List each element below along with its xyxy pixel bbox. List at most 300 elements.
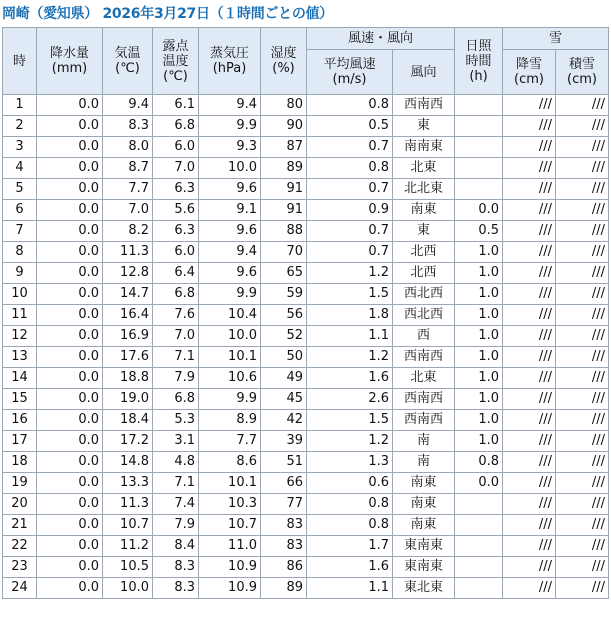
table-row xyxy=(3,263,609,284)
cell-sunshine: 1.0 xyxy=(455,326,503,347)
cell-hour: 20 xyxy=(3,494,37,515)
cell-hour: 17 xyxy=(3,431,37,452)
table-row xyxy=(3,158,609,179)
cell-sunshine: 1.0 xyxy=(455,410,503,431)
table-row xyxy=(3,452,609,473)
cell-hour: 12 xyxy=(3,326,37,347)
cell-vapor: 10.0 xyxy=(199,326,261,347)
cell-precip: 0.0 xyxy=(37,95,103,116)
cell-wind-dir: 東南東 xyxy=(393,557,455,578)
cell-snowfall: /// xyxy=(503,158,556,179)
cell-dewpoint: 7.9 xyxy=(153,368,199,389)
cell-precip: 0.0 xyxy=(37,200,103,221)
cell-sunshine: 0.0 xyxy=(455,473,503,494)
table-row xyxy=(3,284,609,305)
cell-sunshine xyxy=(455,95,503,116)
cell-dewpoint: 5.3 xyxy=(153,410,199,431)
table-row xyxy=(3,179,609,200)
cell-wind-dir: 西南西 xyxy=(393,347,455,368)
cell-humidity: 83 xyxy=(261,536,307,557)
cell-dewpoint: 8.3 xyxy=(153,578,199,599)
cell-dewpoint: 6.8 xyxy=(153,284,199,305)
cell-hour: 15 xyxy=(3,389,37,410)
cell-vapor: 9.4 xyxy=(199,95,261,116)
cell-precip: 0.0 xyxy=(37,305,103,326)
cell-vapor: 10.1 xyxy=(199,473,261,494)
cell-sunshine xyxy=(455,158,503,179)
cell-snowfall: /// xyxy=(503,200,556,221)
cell-wind-speed: 0.6 xyxy=(307,473,393,494)
table-row xyxy=(3,431,609,452)
cell-temp: 8.0 xyxy=(103,137,153,158)
header-snowfall: 降雪 (cm) xyxy=(503,50,556,95)
cell-snowfall: /// xyxy=(503,368,556,389)
cell-snowfall: /// xyxy=(503,221,556,242)
table-row xyxy=(3,578,609,599)
cell-snowdepth: /// xyxy=(556,263,609,284)
page-title: 岡崎（愛知県） 2026年3月27日（１時間ごとの値） xyxy=(2,6,333,22)
cell-dewpoint: 7.1 xyxy=(153,347,199,368)
cell-dewpoint: 7.9 xyxy=(153,515,199,536)
table-row xyxy=(3,305,609,326)
cell-hour: 24 xyxy=(3,578,37,599)
cell-temp: 17.6 xyxy=(103,347,153,368)
cell-temp: 7.0 xyxy=(103,200,153,221)
cell-dewpoint: 7.0 xyxy=(153,326,199,347)
cell-sunshine xyxy=(455,536,503,557)
cell-sunshine xyxy=(455,515,503,536)
cell-precip: 0.0 xyxy=(37,137,103,158)
cell-hour: 1 xyxy=(3,95,37,116)
cell-humidity: 70 xyxy=(261,242,307,263)
cell-vapor: 10.0 xyxy=(199,158,261,179)
table-row xyxy=(3,326,609,347)
cell-temp: 14.8 xyxy=(103,452,153,473)
cell-temp: 8.7 xyxy=(103,158,153,179)
cell-hour: 18 xyxy=(3,452,37,473)
cell-dewpoint: 4.8 xyxy=(153,452,199,473)
cell-snowfall: /// xyxy=(503,473,556,494)
cell-dewpoint: 7.1 xyxy=(153,473,199,494)
cell-hour: 14 xyxy=(3,368,37,389)
cell-vapor: 10.9 xyxy=(199,557,261,578)
cell-sunshine: 0.0 xyxy=(455,200,503,221)
cell-precip: 0.0 xyxy=(37,452,103,473)
cell-snowfall: /// xyxy=(503,179,556,200)
header-precip: 降水量 (mm) xyxy=(37,28,103,95)
header-humidity: 湿度 (%) xyxy=(261,28,307,95)
cell-humidity: 89 xyxy=(261,158,307,179)
cell-snowfall: /// xyxy=(503,263,556,284)
cell-sunshine: 0.8 xyxy=(455,452,503,473)
cell-wind-speed: 0.8 xyxy=(307,158,393,179)
cell-wind-dir: 北東 xyxy=(393,158,455,179)
cell-temp: 18.8 xyxy=(103,368,153,389)
cell-humidity: 42 xyxy=(261,410,307,431)
cell-snowfall: /// xyxy=(503,557,556,578)
cell-temp: 16.9 xyxy=(103,326,153,347)
cell-precip: 0.0 xyxy=(37,431,103,452)
cell-wind-dir: 南 xyxy=(393,431,455,452)
cell-hour: 8 xyxy=(3,242,37,263)
cell-humidity: 52 xyxy=(261,326,307,347)
cell-humidity: 39 xyxy=(261,431,307,452)
cell-precip: 0.0 xyxy=(37,284,103,305)
cell-wind-speed: 1.1 xyxy=(307,578,393,599)
cell-humidity: 59 xyxy=(261,284,307,305)
cell-dewpoint: 7.4 xyxy=(153,494,199,515)
cell-wind-speed: 2.6 xyxy=(307,389,393,410)
table-row xyxy=(3,347,609,368)
cell-vapor: 10.4 xyxy=(199,305,261,326)
cell-vapor: 9.4 xyxy=(199,242,261,263)
cell-snowdepth: /// xyxy=(556,515,609,536)
cell-wind-speed: 0.7 xyxy=(307,179,393,200)
cell-precip: 0.0 xyxy=(37,473,103,494)
cell-temp: 19.0 xyxy=(103,389,153,410)
cell-wind-dir: 西南西 xyxy=(393,389,455,410)
cell-snowfall: /// xyxy=(503,431,556,452)
cell-precip: 0.0 xyxy=(37,116,103,137)
table-row xyxy=(3,242,609,263)
cell-humidity: 49 xyxy=(261,368,307,389)
header-wind-dir: 風向 xyxy=(393,50,455,95)
cell-wind-speed: 0.8 xyxy=(307,515,393,536)
cell-humidity: 90 xyxy=(261,116,307,137)
cell-temp: 16.4 xyxy=(103,305,153,326)
cell-snowdepth: /// xyxy=(556,473,609,494)
cell-vapor: 9.9 xyxy=(199,389,261,410)
cell-dewpoint: 5.6 xyxy=(153,200,199,221)
cell-wind-speed: 1.2 xyxy=(307,263,393,284)
cell-precip: 0.0 xyxy=(37,515,103,536)
cell-hour: 16 xyxy=(3,410,37,431)
cell-wind-speed: 1.2 xyxy=(307,431,393,452)
header-snow-group: 雪 xyxy=(503,28,609,50)
cell-vapor: 9.1 xyxy=(199,200,261,221)
cell-precip: 0.0 xyxy=(37,536,103,557)
cell-dewpoint: 6.0 xyxy=(153,137,199,158)
cell-precip: 0.0 xyxy=(37,221,103,242)
cell-humidity: 65 xyxy=(261,263,307,284)
header-vapor: 蒸気圧 (hPa) xyxy=(199,28,261,95)
cell-wind-dir: 北西 xyxy=(393,242,455,263)
cell-sunshine xyxy=(455,179,503,200)
cell-dewpoint: 6.8 xyxy=(153,389,199,410)
cell-temp: 11.3 xyxy=(103,494,153,515)
cell-snowfall: /// xyxy=(503,515,556,536)
cell-hour: 6 xyxy=(3,200,37,221)
cell-wind-speed: 0.8 xyxy=(307,494,393,515)
cell-wind-speed: 1.1 xyxy=(307,326,393,347)
cell-wind-dir: 西南西 xyxy=(393,410,455,431)
cell-wind-speed: 1.7 xyxy=(307,536,393,557)
cell-sunshine: 1.0 xyxy=(455,305,503,326)
cell-vapor: 11.0 xyxy=(199,536,261,557)
cell-sunshine: 1.0 xyxy=(455,431,503,452)
cell-wind-speed: 1.3 xyxy=(307,452,393,473)
cell-vapor: 7.7 xyxy=(199,431,261,452)
cell-humidity: 89 xyxy=(261,578,307,599)
cell-temp: 10.0 xyxy=(103,578,153,599)
cell-wind-dir: 西北西 xyxy=(393,284,455,305)
header-dewpoint: 露点 温度 (℃) xyxy=(153,28,199,95)
cell-snowdepth: /// xyxy=(556,347,609,368)
cell-snowfall: /// xyxy=(503,305,556,326)
cell-humidity: 77 xyxy=(261,494,307,515)
cell-sunshine: 1.0 xyxy=(455,389,503,410)
cell-hour: 3 xyxy=(3,137,37,158)
table-row xyxy=(3,494,609,515)
cell-wind-speed: 1.8 xyxy=(307,305,393,326)
header-wind-speed: 平均風速 (m/s) xyxy=(307,50,393,95)
cell-humidity: 56 xyxy=(261,305,307,326)
cell-wind-dir: 西北西 xyxy=(393,305,455,326)
cell-vapor: 8.9 xyxy=(199,410,261,431)
cell-wind-speed: 1.2 xyxy=(307,347,393,368)
cell-hour: 2 xyxy=(3,116,37,137)
cell-wind-speed: 0.7 xyxy=(307,137,393,158)
cell-wind-dir: 北西 xyxy=(393,263,455,284)
cell-temp: 13.3 xyxy=(103,473,153,494)
cell-humidity: 91 xyxy=(261,179,307,200)
cell-snowdepth: /// xyxy=(556,536,609,557)
cell-temp: 8.2 xyxy=(103,221,153,242)
cell-dewpoint: 7.0 xyxy=(153,158,199,179)
cell-precip: 0.0 xyxy=(37,557,103,578)
cell-snowfall: /// xyxy=(503,389,556,410)
cell-precip: 0.0 xyxy=(37,578,103,599)
cell-vapor: 9.6 xyxy=(199,179,261,200)
cell-vapor: 10.9 xyxy=(199,578,261,599)
cell-hour: 9 xyxy=(3,263,37,284)
cell-temp: 14.7 xyxy=(103,284,153,305)
cell-precip: 0.0 xyxy=(37,263,103,284)
header-wind-group: 風速・風向 xyxy=(307,28,455,50)
cell-hour: 7 xyxy=(3,221,37,242)
cell-hour: 19 xyxy=(3,473,37,494)
cell-snowfall: /// xyxy=(503,410,556,431)
cell-hour: 13 xyxy=(3,347,37,368)
table-row xyxy=(3,95,609,116)
cell-snowdepth: /// xyxy=(556,494,609,515)
cell-precip: 0.0 xyxy=(37,410,103,431)
cell-temp: 11.2 xyxy=(103,536,153,557)
cell-dewpoint: 6.3 xyxy=(153,179,199,200)
cell-vapor: 8.6 xyxy=(199,452,261,473)
cell-wind-speed: 0.7 xyxy=(307,242,393,263)
cell-humidity: 66 xyxy=(261,473,307,494)
cell-snowdepth: /// xyxy=(556,200,609,221)
cell-snowfall: /// xyxy=(503,116,556,137)
cell-temp: 7.7 xyxy=(103,179,153,200)
header-sunshine: 日照 時間 (h) xyxy=(455,28,503,95)
cell-wind-dir: 東北東 xyxy=(393,578,455,599)
cell-dewpoint: 6.1 xyxy=(153,95,199,116)
cell-temp: 12.8 xyxy=(103,263,153,284)
header-snowdepth: 積雪 (cm) xyxy=(556,50,609,95)
cell-snowdepth: /// xyxy=(556,179,609,200)
table-row xyxy=(3,410,609,431)
cell-sunshine xyxy=(455,116,503,137)
table-row xyxy=(3,515,609,536)
cell-wind-dir: 南東 xyxy=(393,494,455,515)
cell-dewpoint: 8.4 xyxy=(153,536,199,557)
cell-temp: 10.7 xyxy=(103,515,153,536)
cell-wind-dir: 南東 xyxy=(393,515,455,536)
cell-dewpoint: 7.6 xyxy=(153,305,199,326)
cell-wind-dir: 東 xyxy=(393,221,455,242)
cell-wind-dir: 西 xyxy=(393,326,455,347)
header-temp: 気温 (℃) xyxy=(103,28,153,95)
cell-vapor: 9.9 xyxy=(199,284,261,305)
table-row xyxy=(3,536,609,557)
cell-snowdepth: /// xyxy=(556,95,609,116)
cell-snowdepth: /// xyxy=(556,158,609,179)
cell-sunshine xyxy=(455,578,503,599)
cell-wind-dir: 北東 xyxy=(393,368,455,389)
cell-wind-speed: 0.7 xyxy=(307,221,393,242)
cell-wind-speed: 0.5 xyxy=(307,116,393,137)
cell-sunshine: 1.0 xyxy=(455,368,503,389)
cell-vapor: 9.3 xyxy=(199,137,261,158)
cell-wind-dir: 東 xyxy=(393,116,455,137)
cell-snowfall: /// xyxy=(503,242,556,263)
cell-vapor: 9.6 xyxy=(199,221,261,242)
cell-wind-dir: 南 xyxy=(393,452,455,473)
cell-hour: 21 xyxy=(3,515,37,536)
cell-wind-dir: 西南西 xyxy=(393,95,455,116)
cell-hour: 22 xyxy=(3,536,37,557)
cell-vapor: 10.3 xyxy=(199,494,261,515)
cell-snowdepth: /// xyxy=(556,326,609,347)
cell-wind-speed: 1.6 xyxy=(307,368,393,389)
cell-snowdepth: /// xyxy=(556,431,609,452)
cell-temp: 9.4 xyxy=(103,95,153,116)
cell-snowdepth: /// xyxy=(556,305,609,326)
cell-dewpoint: 3.1 xyxy=(153,431,199,452)
cell-hour: 23 xyxy=(3,557,37,578)
cell-dewpoint: 6.0 xyxy=(153,242,199,263)
cell-sunshine: 1.0 xyxy=(455,263,503,284)
cell-snowfall: /// xyxy=(503,494,556,515)
cell-snowfall: /// xyxy=(503,347,556,368)
cell-humidity: 51 xyxy=(261,452,307,473)
cell-dewpoint: 6.3 xyxy=(153,221,199,242)
cell-temp: 8.3 xyxy=(103,116,153,137)
cell-snowdepth: /// xyxy=(556,452,609,473)
cell-snowfall: /// xyxy=(503,95,556,116)
cell-snowdepth: /// xyxy=(556,410,609,431)
cell-snowfall: /// xyxy=(503,137,556,158)
cell-hour: 5 xyxy=(3,179,37,200)
cell-temp: 18.4 xyxy=(103,410,153,431)
cell-temp: 17.2 xyxy=(103,431,153,452)
cell-temp: 10.5 xyxy=(103,557,153,578)
table-row xyxy=(3,137,609,158)
cell-wind-speed: 1.5 xyxy=(307,410,393,431)
cell-wind-dir: 東南東 xyxy=(393,536,455,557)
cell-sunshine: 1.0 xyxy=(455,284,503,305)
cell-dewpoint: 6.8 xyxy=(153,116,199,137)
cell-precip: 0.0 xyxy=(37,179,103,200)
table-row xyxy=(3,557,609,578)
cell-wind-dir: 北北東 xyxy=(393,179,455,200)
cell-snowfall: /// xyxy=(503,578,556,599)
cell-sunshine xyxy=(455,494,503,515)
table-row xyxy=(3,221,609,242)
cell-humidity: 87 xyxy=(261,137,307,158)
table-row xyxy=(3,116,609,137)
cell-hour: 4 xyxy=(3,158,37,179)
cell-sunshine: 1.0 xyxy=(455,242,503,263)
cell-precip: 0.0 xyxy=(37,347,103,368)
cell-snowfall: /// xyxy=(503,536,556,557)
cell-snowdepth: /// xyxy=(556,389,609,410)
cell-hour: 10 xyxy=(3,284,37,305)
cell-snowdepth: /// xyxy=(556,557,609,578)
cell-vapor: 10.6 xyxy=(199,368,261,389)
table-row xyxy=(3,368,609,389)
cell-sunshine: 1.0 xyxy=(455,347,503,368)
cell-snowfall: /// xyxy=(503,452,556,473)
cell-hour: 11 xyxy=(3,305,37,326)
cell-precip: 0.0 xyxy=(37,242,103,263)
cell-vapor: 9.6 xyxy=(199,263,261,284)
cell-snowdepth: /// xyxy=(556,137,609,158)
cell-sunshine: 0.5 xyxy=(455,221,503,242)
cell-wind-dir: 南東 xyxy=(393,200,455,221)
cell-dewpoint: 8.3 xyxy=(153,557,199,578)
cell-precip: 0.0 xyxy=(37,326,103,347)
cell-snowfall: /// xyxy=(503,326,556,347)
cell-snowdepth: /// xyxy=(556,116,609,137)
table-row xyxy=(3,473,609,494)
cell-snowdepth: /// xyxy=(556,368,609,389)
table-row xyxy=(3,200,609,221)
cell-humidity: 50 xyxy=(261,347,307,368)
cell-vapor: 10.1 xyxy=(199,347,261,368)
cell-wind-speed: 0.8 xyxy=(307,95,393,116)
cell-temp: 11.3 xyxy=(103,242,153,263)
cell-wind-dir: 南東 xyxy=(393,473,455,494)
cell-humidity: 91 xyxy=(261,200,307,221)
header-hour: 時 xyxy=(3,28,37,95)
cell-snowdepth: /// xyxy=(556,284,609,305)
cell-humidity: 86 xyxy=(261,557,307,578)
cell-precip: 0.0 xyxy=(37,389,103,410)
cell-sunshine xyxy=(455,137,503,158)
cell-snowdepth: /// xyxy=(556,242,609,263)
table-row xyxy=(3,389,609,410)
cell-precip: 0.0 xyxy=(37,368,103,389)
cell-humidity: 88 xyxy=(261,221,307,242)
cell-snowdepth: /// xyxy=(556,578,609,599)
cell-vapor: 10.7 xyxy=(199,515,261,536)
cell-precip: 0.0 xyxy=(37,158,103,179)
cell-snowdepth: /// xyxy=(556,221,609,242)
cell-wind-speed: 0.9 xyxy=(307,200,393,221)
cell-wind-speed: 1.5 xyxy=(307,284,393,305)
hourly-observation-table xyxy=(2,27,609,599)
cell-sunshine xyxy=(455,557,503,578)
cell-snowfall: /// xyxy=(503,284,556,305)
cell-humidity: 45 xyxy=(261,389,307,410)
cell-wind-speed: 1.6 xyxy=(307,557,393,578)
cell-vapor: 9.9 xyxy=(199,116,261,137)
cell-humidity: 83 xyxy=(261,515,307,536)
cell-precip: 0.0 xyxy=(37,494,103,515)
